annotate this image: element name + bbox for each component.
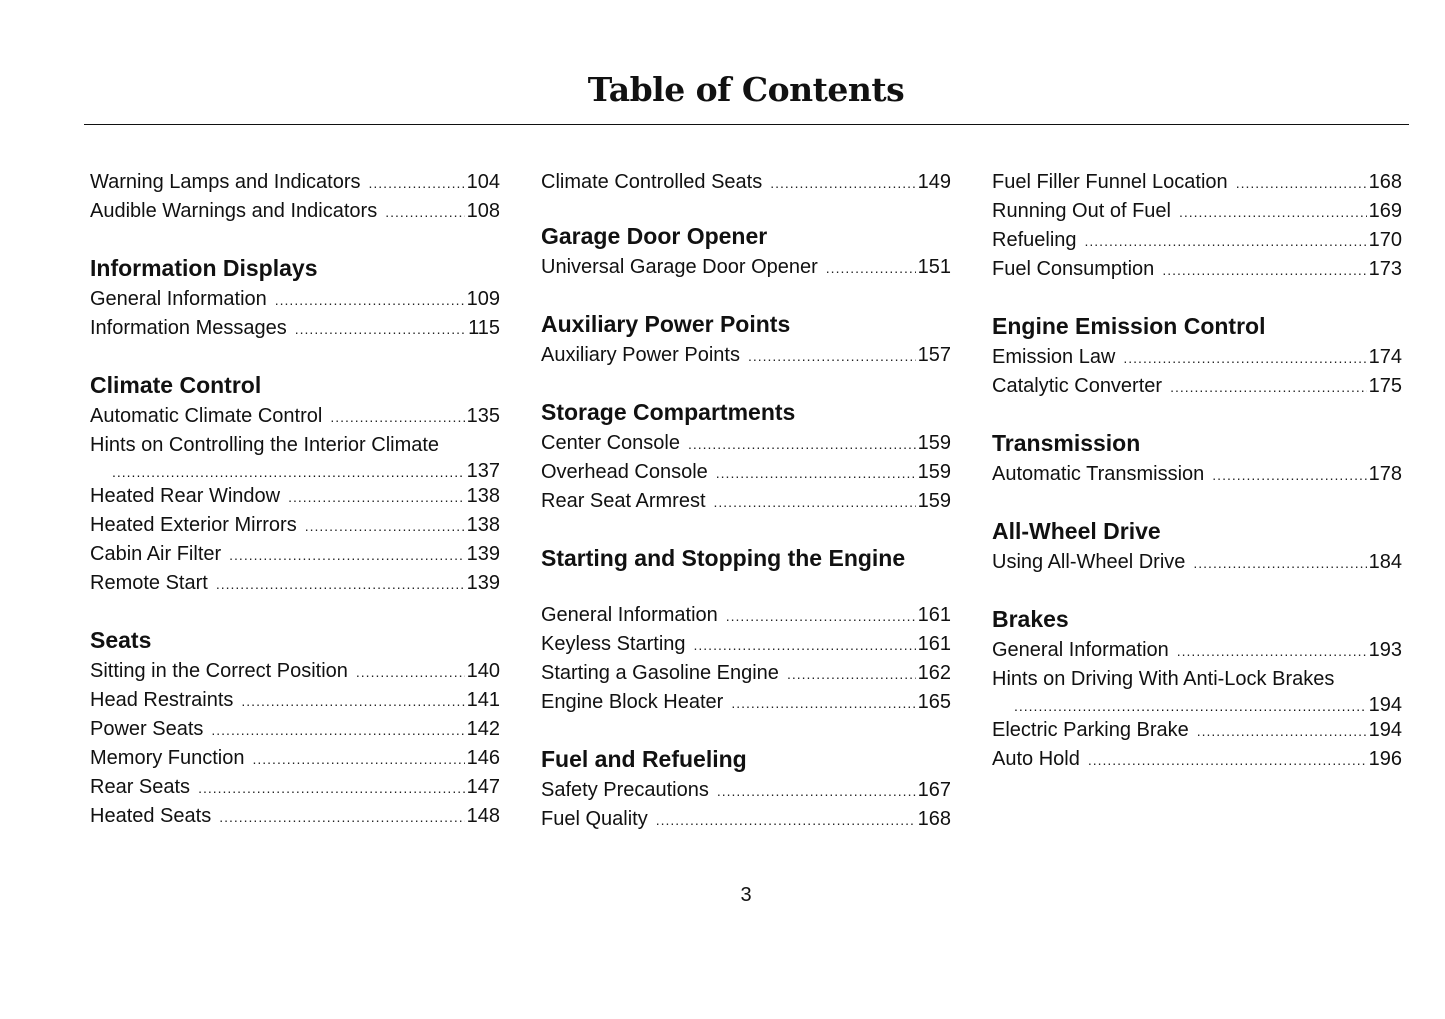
toc-entry[interactable]: Cabin Air Filter ..... 139 bbox=[90, 540, 500, 569]
toc-entry[interactable]: General Information ..... 193 bbox=[992, 636, 1402, 665]
toc-entry[interactable]: General Information ..... 109 bbox=[90, 285, 500, 314]
toc-entry[interactable]: Rear Seat Armrest ..... 159 bbox=[541, 487, 951, 516]
toc-entry[interactable]: Auto Hold ..... 196 bbox=[992, 745, 1402, 774]
toc-entry[interactable]: Auxiliary Power Points ..... 157 bbox=[541, 341, 951, 370]
section-heading: Garage Door Opener bbox=[541, 223, 768, 249]
section-heading: Storage Compartments bbox=[541, 399, 796, 425]
toc-entry[interactable]: Rear Seats ..... 147 bbox=[90, 773, 500, 802]
section-heading: Starting and Stopping the Engine bbox=[541, 545, 906, 571]
toc-entry[interactable]: Electric Parking Brake ..... 194 bbox=[992, 716, 1402, 745]
section-heading: Auxiliary Power Points bbox=[541, 311, 791, 337]
section-heading: Information Displays bbox=[90, 255, 318, 281]
toc-entry[interactable]: Sitting in the Correct Position ..... 140 bbox=[90, 657, 500, 686]
title-divider bbox=[84, 124, 1409, 125]
toc-column-1 bbox=[90, 168, 500, 831]
section-heading: Climate Control bbox=[90, 372, 262, 398]
section-heading: Fuel and Refueling bbox=[541, 746, 747, 772]
toc-entry[interactable]: Catalytic Converter ..... 175 bbox=[992, 372, 1402, 401]
toc-column-3 bbox=[992, 168, 1402, 774]
toc-entry[interactable]: Automatic Climate Control ..... 135 bbox=[90, 402, 500, 431]
toc-entry[interactable]: General Information ..... 161 bbox=[541, 601, 951, 630]
toc-entry[interactable]: Heated Rear Window ..... 138 bbox=[90, 482, 500, 511]
toc-entry[interactable]: Universal Garage Door Opener ..... 151 bbox=[541, 253, 951, 282]
toc-column-2 bbox=[541, 168, 951, 834]
toc-entry[interactable]: Hints on Controlling the Interior Climate ..... 137 bbox=[90, 431, 500, 482]
toc-entry[interactable]: Refueling ..... 170 bbox=[992, 226, 1402, 255]
toc-entry[interactable]: Power Seats ..... 142 bbox=[90, 715, 500, 744]
toc-entry[interactable]: Heated Seats ..... 148 bbox=[90, 802, 500, 831]
toc-entry[interactable]: Audible Warnings and Indicators ..... 108 bbox=[90, 197, 500, 226]
toc-entry[interactable]: Climate Controlled Seats ..... 149 bbox=[541, 168, 951, 197]
toc-entry[interactable]: Running Out of Fuel ..... 169 bbox=[992, 197, 1402, 226]
toc-entry[interactable]: Using All-Wheel Drive ..... 184 bbox=[992, 548, 1402, 577]
toc-entry[interactable]: Fuel Filler Funnel Location ..... 168 bbox=[992, 168, 1402, 197]
toc-entry[interactable]: Hints on Driving With Anti-Lock Brakes ..... 194 bbox=[992, 665, 1402, 716]
page-title: Table of Contents bbox=[587, 70, 905, 109]
toc-entry[interactable]: Center Console ..... 159 bbox=[541, 429, 951, 458]
toc-entry[interactable]: Remote Start ..... 139 bbox=[90, 569, 500, 598]
toc-entry[interactable]: Keyless Starting ..... 161 bbox=[541, 630, 951, 659]
toc-entry[interactable]: Engine Block Heater ..... 165 bbox=[541, 688, 951, 717]
page-number: 3 bbox=[740, 884, 752, 906]
toc-entry[interactable]: Information Messages ..... 115 bbox=[90, 314, 500, 343]
toc-entry[interactable]: Head Restraints ..... 141 bbox=[90, 686, 500, 715]
toc-entry[interactable]: Safety Precautions ..... 167 bbox=[541, 776, 951, 805]
toc-entry[interactable]: Emission Law ..... 174 bbox=[992, 343, 1402, 372]
toc-entry[interactable]: Heated Exterior Mirrors ..... 138 bbox=[90, 511, 500, 540]
section-heading: Seats bbox=[90, 627, 152, 653]
toc-entry[interactable]: Starting a Gasoline Engine ..... 162 bbox=[541, 659, 951, 688]
toc-entry[interactable]: Automatic Transmission ..... 178 bbox=[992, 460, 1402, 489]
section-heading: All-Wheel Drive bbox=[992, 518, 1161, 544]
section-heading: Transmission bbox=[992, 430, 1141, 456]
toc-entry[interactable]: Fuel Quality ..... 168 bbox=[541, 805, 951, 834]
toc-entry[interactable]: Overhead Console ..... 159 bbox=[541, 458, 951, 487]
toc-entry[interactable]: Warning Lamps and Indicators ..... 104 bbox=[90, 168, 500, 197]
section-heading: Engine Emission Control bbox=[992, 313, 1266, 339]
toc-entry[interactable]: Memory Function ..... 146 bbox=[90, 744, 500, 773]
toc-entry[interactable]: Fuel Consumption ..... 173 bbox=[992, 255, 1402, 284]
section-heading: Brakes bbox=[992, 606, 1069, 632]
